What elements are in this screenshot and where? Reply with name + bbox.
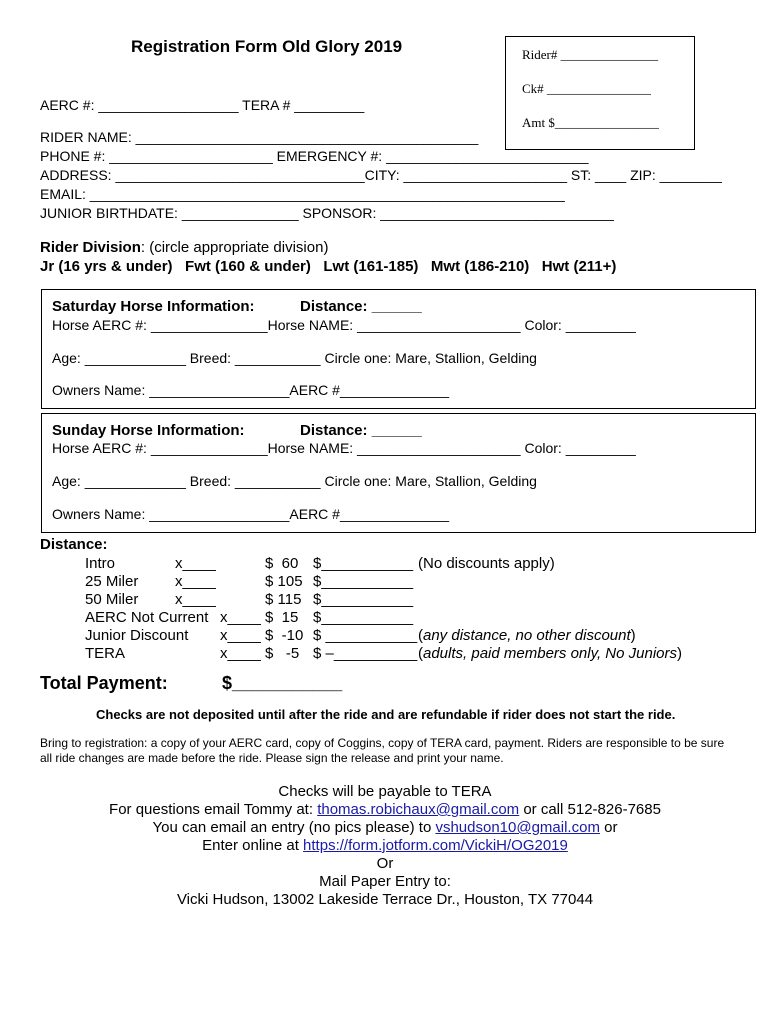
distance-row-quantity[interactable]: x____ <box>220 645 261 662</box>
vicki-email-link[interactable]: vshudson10@gmail.com <box>435 819 600 836</box>
distance-row-note-text: adults, paid members only, No Juniors <box>423 645 678 662</box>
distance-row-label: Intro <box>85 555 116 572</box>
total-payment-field[interactable]: $___________ <box>222 673 343 693</box>
distance-row-note: (adults, paid members only, No Juniors) <box>418 645 683 662</box>
jotform-link[interactable]: https://form.jotform.com/VickiH/OG2019 <box>303 837 568 854</box>
form-title: Registration Form Old Glory 2019 <box>131 37 403 56</box>
saturday-distance[interactable]: Distance: ______ <box>300 298 422 315</box>
distance-row-total[interactable]: $ –__________ <box>313 645 418 662</box>
online-entry-line: Enter online at https://form.jotform.com/VickiH/OG2019 <box>202 837 568 854</box>
bring-note: Bring to registration: a copy of your AERC card, copy of Coggins, copy of TERA card, payment. Riders are responsible to be sure all ride changes are made before the ride. Please sign the release and print your name. <box>40 736 725 765</box>
distance-row-quantity[interactable]: x____ <box>175 591 216 608</box>
email-entry-line: You can email an entry (no pics please) to vshudson10@gmail.com or <box>152 819 618 836</box>
distance-row-label: 50 Miler <box>85 591 139 608</box>
distance-row-quantity[interactable]: x____ <box>220 609 261 626</box>
aerc-tera-line[interactable]: AERC #: __________________ TERA # _________ <box>40 97 365 113</box>
rider-name-line[interactable]: RIDER NAME: ____________________________________________ <box>40 129 479 145</box>
distance-row-note: (any distance, no other discount) <box>418 627 636 644</box>
distance-row-total[interactable]: $___________ <box>313 555 414 572</box>
sunday-horse-line[interactable]: Horse AERC #: _______________Horse NAME: _____________________ Color: _________ <box>52 440 636 456</box>
distance-row-note-text: any distance, no other discount <box>423 627 631 644</box>
distance-row-price: $ 15 <box>265 609 299 626</box>
distance-row-price: $ 105 <box>265 573 303 590</box>
distance-row-label: TERA <box>85 645 126 662</box>
tommy-email-link[interactable]: thomas.robichaux@gmail.com <box>317 801 520 818</box>
distance-row-quantity[interactable]: x____ <box>175 555 216 572</box>
distance-row-price: $ -5 <box>265 645 300 662</box>
rider-division-heading: Rider Division: (circle appropriate division) <box>40 239 329 256</box>
office-use-box <box>505 36 695 150</box>
saturday-heading: Saturday Horse Information: <box>52 298 255 315</box>
rider-number-field[interactable]: Rider# _______________ <box>522 47 659 62</box>
sunday-owner-line[interactable]: Owners Name: __________________AERC #______________ <box>52 506 449 522</box>
sunday-distance[interactable]: Distance: ______ <box>300 422 422 439</box>
saturday-age-breed-line[interactable]: Age: _____________ Breed: ___________ Circle one: Mare, Stallion, Gelding <box>52 350 537 366</box>
division-options[interactable]: Jr (16 yrs & under) Fwt (160 & under) Lwt (161-185) Mwt (186-210) Hwt (211+) <box>40 258 617 275</box>
distance-row-price: $ 60 <box>265 555 299 572</box>
sunday-age-breed-line[interactable]: Age: _____________ Breed: ___________ Circle one: Mare, Stallion, Gelding <box>52 473 537 489</box>
check-number-field[interactable]: Ck# ________________ <box>522 81 651 96</box>
mailing-address: Vicki Hudson, 13002 Lakeside Terrace Dr., Houston, TX 77044 <box>176 891 594 908</box>
amount-field[interactable]: Amt $________________ <box>522 115 659 130</box>
distance-row-total[interactable]: $___________ <box>313 573 414 590</box>
sunday-heading: Sunday Horse Information: <box>52 422 245 439</box>
or-line: Or <box>376 855 394 872</box>
questions-line: For questions email Tommy at: thomas.robichaux@gmail.com or call 512-826-7685 <box>109 801 661 818</box>
distance-heading: Distance: <box>40 536 108 553</box>
mail-entry-line: Mail Paper Entry to: <box>319 873 451 890</box>
distance-row-price: $ -10 <box>265 627 304 644</box>
payable-line: Checks will be payable to TERA <box>278 783 492 800</box>
saturday-horse-box <box>41 289 756 409</box>
distance-row-label: 25 Miler <box>85 573 139 590</box>
distance-row-note: (No discounts apply) <box>418 555 555 572</box>
saturday-horse-line[interactable]: Horse AERC #: _______________Horse NAME: _____________________ Color: _________ <box>52 317 636 333</box>
distance-row-label: Junior Discount <box>85 627 189 644</box>
junior-sponsor-line[interactable]: JUNIOR BIRTHDATE: _______________ SPONSOR: ______________________________ <box>40 205 614 221</box>
phone-line[interactable]: PHONE #: _____________________ EMERGENCY #: __________________________ <box>40 148 589 164</box>
distance-row-total[interactable]: $ ___________ <box>313 627 418 644</box>
distance-row-quantity[interactable]: x____ <box>175 573 216 590</box>
distance-row-total[interactable]: $___________ <box>313 609 414 626</box>
distance-row-price: $ 115 <box>265 591 302 608</box>
distance-row-label: AERC Not Current <box>85 609 209 626</box>
distance-row-total[interactable]: $___________ <box>313 591 414 608</box>
address-line[interactable]: ADDRESS: ________________________________CITY: _____________________ ST: ____ ZIP: ________ <box>40 167 722 183</box>
checks-notice: Checks are not deposited until after the ride and are refundable if rider does not start the ride. <box>96 707 676 722</box>
email-line[interactable]: EMAIL: _____________________________________________________________ <box>40 186 565 202</box>
sunday-horse-box <box>41 413 756 533</box>
distance-row-quantity[interactable]: x____ <box>220 627 261 644</box>
saturday-owner-line[interactable]: Owners Name: __________________AERC #______________ <box>52 382 449 398</box>
total-payment-label: Total Payment: <box>40 673 168 693</box>
